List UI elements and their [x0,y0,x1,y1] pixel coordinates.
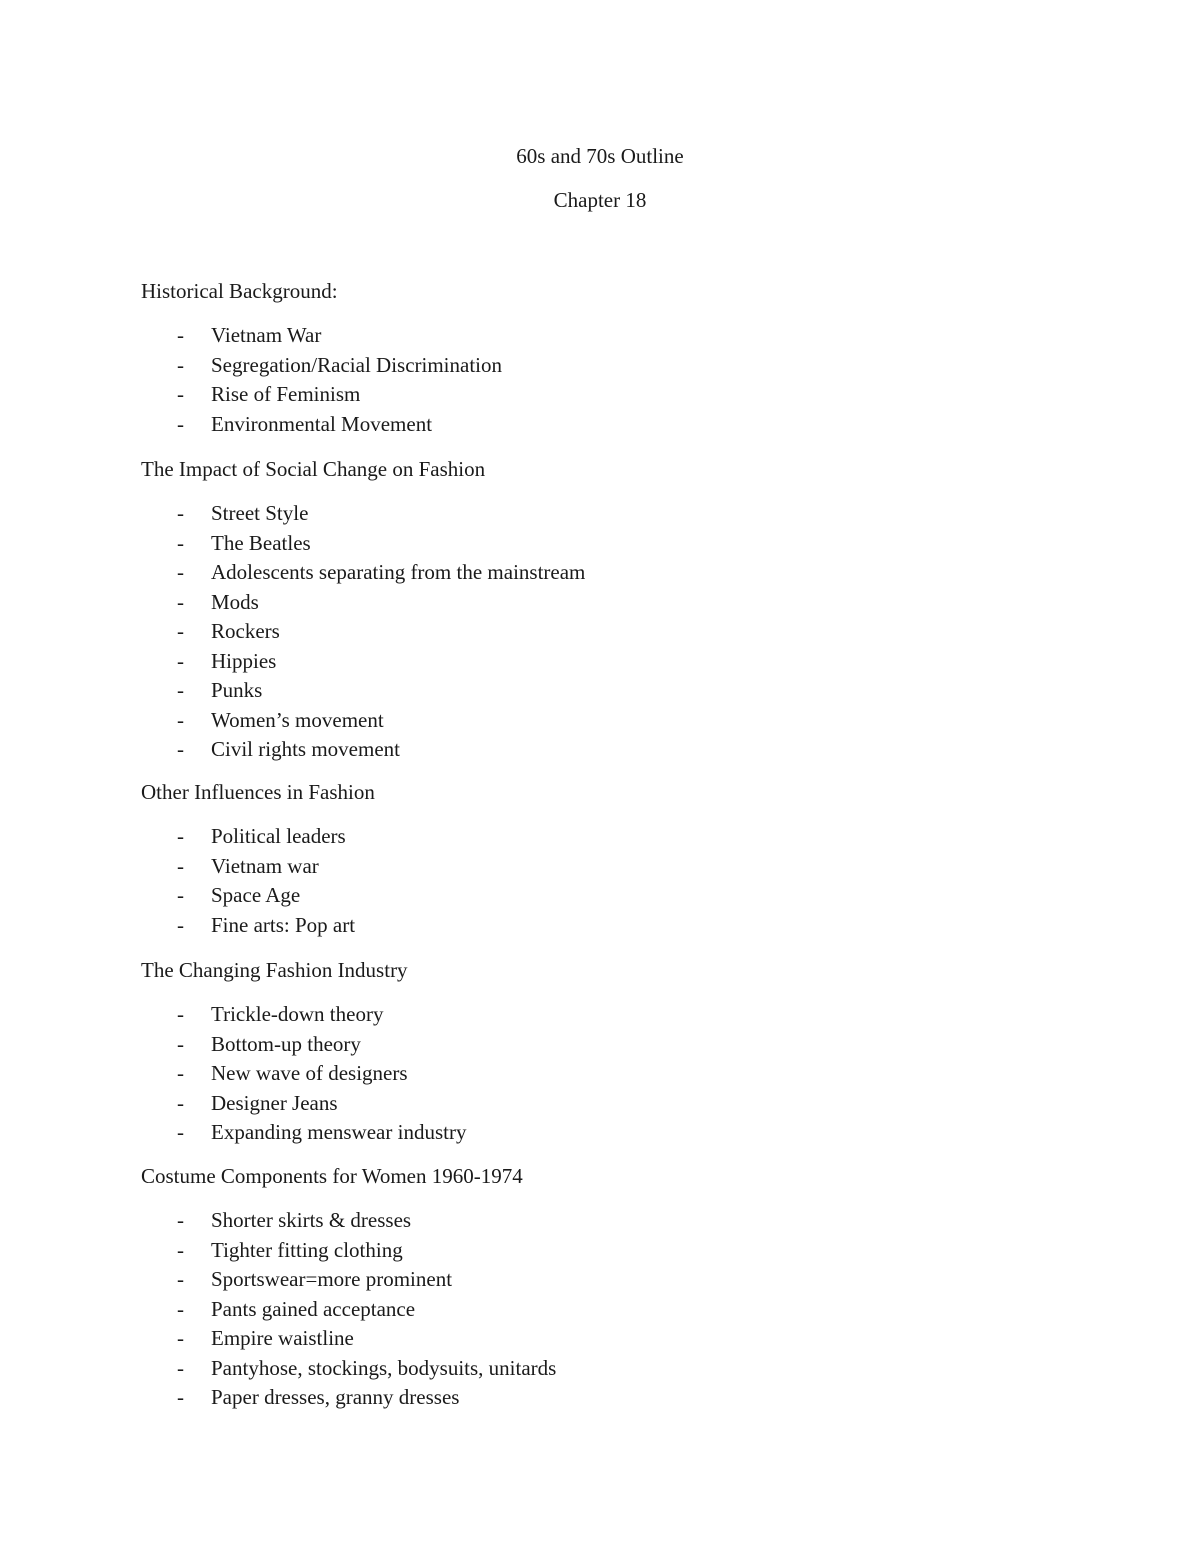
bullet-dash: - [177,1208,184,1232]
list-item [141,1354,1041,1384]
list-item-text: Political leaders [211,824,346,848]
list-item-text: Pantyhose, stockings, bodysuits, unitards [211,1355,557,1380]
bullet-list [141,1000,1041,1148]
list-item [141,1118,1041,1148]
bullet-dash: - [177,707,184,732]
list-item-text: Pants gained acceptance [211,1296,416,1321]
chapter-subtitle: Chapter 18 [553,188,647,212]
bullet-list [141,499,1041,765]
list-item-text: Tighter fitting clothing [211,1237,403,1262]
list-item [141,647,1041,677]
bullet-dash: - [177,530,184,555]
list-item [141,1236,1041,1266]
list-item [141,617,1041,647]
bullet-list [141,321,1041,439]
list-item [141,321,1041,351]
bullet-dash: - [177,883,184,907]
bullet-dash: - [177,382,184,406]
list-item-text: Expanding menswear industry [211,1120,467,1144]
section-heading: Historical Background: [141,279,338,303]
list-item-text: Sportswear=more prominent [211,1267,453,1291]
list-item [141,1000,1041,1030]
section-changing-industry [141,956,1041,1148]
list-item [141,588,1041,618]
list-item [141,499,1041,529]
bullet-dash: - [177,1296,184,1321]
list-item [141,1265,1041,1295]
bullet-dash: - [177,853,184,878]
list-item [141,881,1041,911]
bullet-dash: - [177,912,184,937]
list-item [141,852,1041,882]
bullet-dash: - [177,1355,184,1380]
list-item-text: Street Style [211,501,309,525]
list-item [141,529,1041,559]
bullet-dash: - [177,352,184,377]
bullet-dash: - [177,323,184,347]
section-heading: Costume Components for Women 1960-1974 [141,1164,523,1188]
list-item-text: Designer Jeans [211,1090,338,1115]
section-costume-components-women [141,1162,1041,1413]
list-item-text: Civil rights movement [211,737,400,761]
list-item-text: Vietnam War [211,323,322,347]
bullet-dash: - [177,1061,184,1085]
list-item-text: Bottom-up theory [211,1031,361,1056]
document-title: 60s and 70s Outline [516,144,684,168]
section-heading: Other Influences in Fashion [141,780,375,804]
list-item [141,1089,1041,1119]
bullet-dash: - [177,648,184,673]
bullet-dash: - [177,619,184,643]
list-item-text: Rise of Feminism [211,382,361,406]
bullet-dash: - [177,1120,184,1144]
bullet-dash: - [177,411,184,436]
list-item-text: The Beatles [211,530,311,555]
list-item-text: Punks [211,678,263,702]
list-item [141,1059,1041,1089]
section-heading: The Changing Fashion Industry [141,958,408,982]
bullet-dash: - [177,1031,184,1056]
list-item-text: Trickle-down theory [211,1002,384,1026]
list-item [141,1030,1041,1060]
list-item-text: Rockers [211,619,280,643]
list-item-text: Adolescents separating from the mainstream [211,560,586,584]
list-item-text: Fine arts: Pop art [211,912,356,937]
list-item [141,410,1041,440]
bullet-dash: - [177,560,184,584]
bullet-dash: - [177,589,184,614]
bullet-list [141,1206,1041,1413]
list-item-text: Mods [211,589,259,614]
bullet-dash: - [177,737,184,761]
section-historical-background [141,277,1041,439]
list-item-text: Environmental Movement [211,411,433,436]
list-item-text: Space Age [211,883,301,907]
section-social-change [141,455,1041,765]
bullet-dash: - [177,501,184,525]
list-item-text: Empire waistline [211,1326,354,1350]
list-item-text: New wave of designers [211,1061,408,1085]
section-heading: The Impact of Social Change on Fashion [141,457,486,481]
list-item-text: Vietnam war [211,853,319,878]
list-item [141,1295,1041,1325]
list-item-text: Hippies [211,648,277,673]
list-item [141,558,1041,588]
list-item [141,1383,1041,1413]
list-item [141,706,1041,736]
bullet-list [141,822,1041,940]
bullet-dash: - [177,1326,184,1350]
list-item [141,1206,1041,1236]
list-item-text: Segregation/Racial Discrimination [211,352,503,377]
list-item [141,380,1041,410]
list-item-text: Women’s movement [211,707,384,732]
bullet-dash: - [177,1002,184,1026]
list-item-text: Paper dresses, granny dresses [211,1385,460,1409]
list-item-text: Shorter skirts & dresses [211,1208,412,1232]
bullet-dash: - [177,1267,184,1291]
bullet-dash: - [177,1237,184,1262]
bullet-dash: - [177,1385,184,1409]
bullet-dash: - [177,824,184,848]
list-item [141,1324,1041,1354]
list-item [141,351,1041,381]
list-item [141,911,1041,941]
bullet-dash: - [177,1090,184,1115]
section-other-influences [141,778,1041,940]
list-item [141,676,1041,706]
list-item [141,735,1041,765]
bullet-dash: - [177,678,184,702]
list-item [141,822,1041,852]
